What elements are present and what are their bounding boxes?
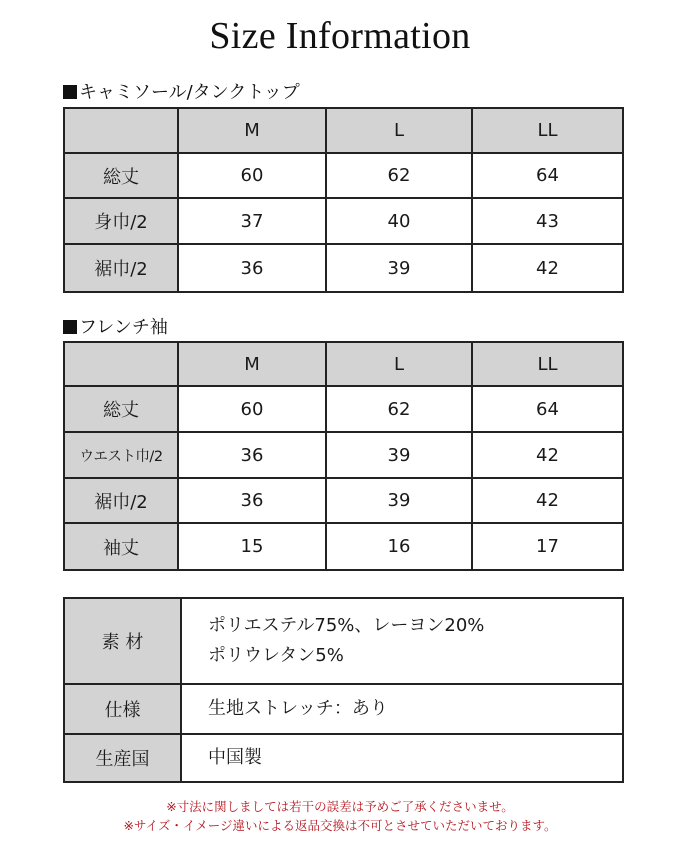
spec-row-origin bbox=[64, 734, 623, 782]
disclaimer-notes bbox=[0, 797, 680, 835]
table-row bbox=[64, 153, 623, 198]
spec-label: 生産国 bbox=[64, 734, 181, 782]
cell-value: 37 bbox=[178, 198, 326, 244]
spec-value bbox=[181, 598, 623, 684]
header-cell-empty bbox=[64, 108, 178, 153]
cell-value: 42 bbox=[472, 478, 623, 523]
header-cell-ll: LL bbox=[472, 108, 623, 153]
cell-value: 16 bbox=[326, 523, 472, 570]
spec-label: 仕様 bbox=[64, 684, 181, 734]
square-bullet-icon bbox=[63, 320, 77, 334]
cell-value: 15 bbox=[178, 523, 326, 570]
cell-value: 60 bbox=[178, 153, 326, 198]
row-label: 袖丈 bbox=[64, 523, 178, 570]
section-heading-camisole bbox=[63, 78, 300, 104]
note-line: ※サイズ・イメージ違いによる返品交換は不可とさせていただいております。 bbox=[123, 818, 557, 833]
section-heading-text: キャミソール/タンクトップ bbox=[79, 82, 300, 103]
section-heading-french-sleeve bbox=[63, 313, 168, 339]
spec-value-line: ポリエステル75%、レーヨン20% bbox=[208, 615, 485, 636]
table-row bbox=[64, 386, 623, 432]
square-bullet-icon bbox=[63, 85, 77, 99]
table-header-row bbox=[64, 342, 623, 386]
cell-value: 39 bbox=[326, 432, 472, 478]
table-row bbox=[64, 523, 623, 570]
size-table-camisole bbox=[63, 107, 624, 293]
spec-value-line: ポリウレタン5% bbox=[208, 645, 344, 666]
cell-value: 39 bbox=[326, 244, 472, 292]
cell-value: 42 bbox=[472, 432, 623, 478]
page-title: Size Information bbox=[209, 15, 471, 57]
header-cell-m: M bbox=[178, 342, 326, 386]
cell-value: 42 bbox=[472, 244, 623, 292]
table-row bbox=[64, 244, 623, 292]
header-cell-l: L bbox=[326, 108, 472, 153]
cell-value: 36 bbox=[178, 478, 326, 523]
row-label: 身巾/2 bbox=[64, 198, 178, 244]
row-label: 総丈 bbox=[64, 386, 178, 432]
spec-value: 中国製 bbox=[181, 734, 623, 782]
cell-value: 64 bbox=[472, 153, 623, 198]
spec-table bbox=[63, 597, 624, 783]
spec-value: 生地ストレッチ：あり bbox=[181, 684, 623, 734]
cell-value: 40 bbox=[326, 198, 472, 244]
row-label: ウエスト巾/2 bbox=[64, 432, 178, 478]
row-label: 裾巾/2 bbox=[64, 478, 178, 523]
cell-value: 43 bbox=[472, 198, 623, 244]
header-cell-m: M bbox=[178, 108, 326, 153]
section-heading-text: フレンチ袖 bbox=[79, 317, 168, 338]
note-line: ※寸法に関しましては若干の誤差は予めご了承くださいませ。 bbox=[166, 799, 514, 814]
header-cell-ll: LL bbox=[472, 342, 623, 386]
cell-value: 62 bbox=[326, 153, 472, 198]
table-header-row bbox=[64, 108, 623, 153]
cell-value: 17 bbox=[472, 523, 623, 570]
table-row bbox=[64, 198, 623, 244]
cell-value: 64 bbox=[472, 386, 623, 432]
table-row bbox=[64, 432, 623, 478]
cell-value: 62 bbox=[326, 386, 472, 432]
spec-label: 素 材 bbox=[64, 598, 181, 684]
row-label: 裾巾/2 bbox=[64, 244, 178, 292]
cell-value: 36 bbox=[178, 244, 326, 292]
cell-value: 60 bbox=[178, 386, 326, 432]
spec-row-specification bbox=[64, 684, 623, 734]
cell-value: 39 bbox=[326, 478, 472, 523]
header-cell-l: L bbox=[326, 342, 472, 386]
table-row bbox=[64, 478, 623, 523]
cell-value: 36 bbox=[178, 432, 326, 478]
size-table-french-sleeve bbox=[63, 341, 624, 571]
row-label: 総丈 bbox=[64, 153, 178, 198]
header-cell-empty bbox=[64, 342, 178, 386]
spec-row-material bbox=[64, 598, 623, 684]
